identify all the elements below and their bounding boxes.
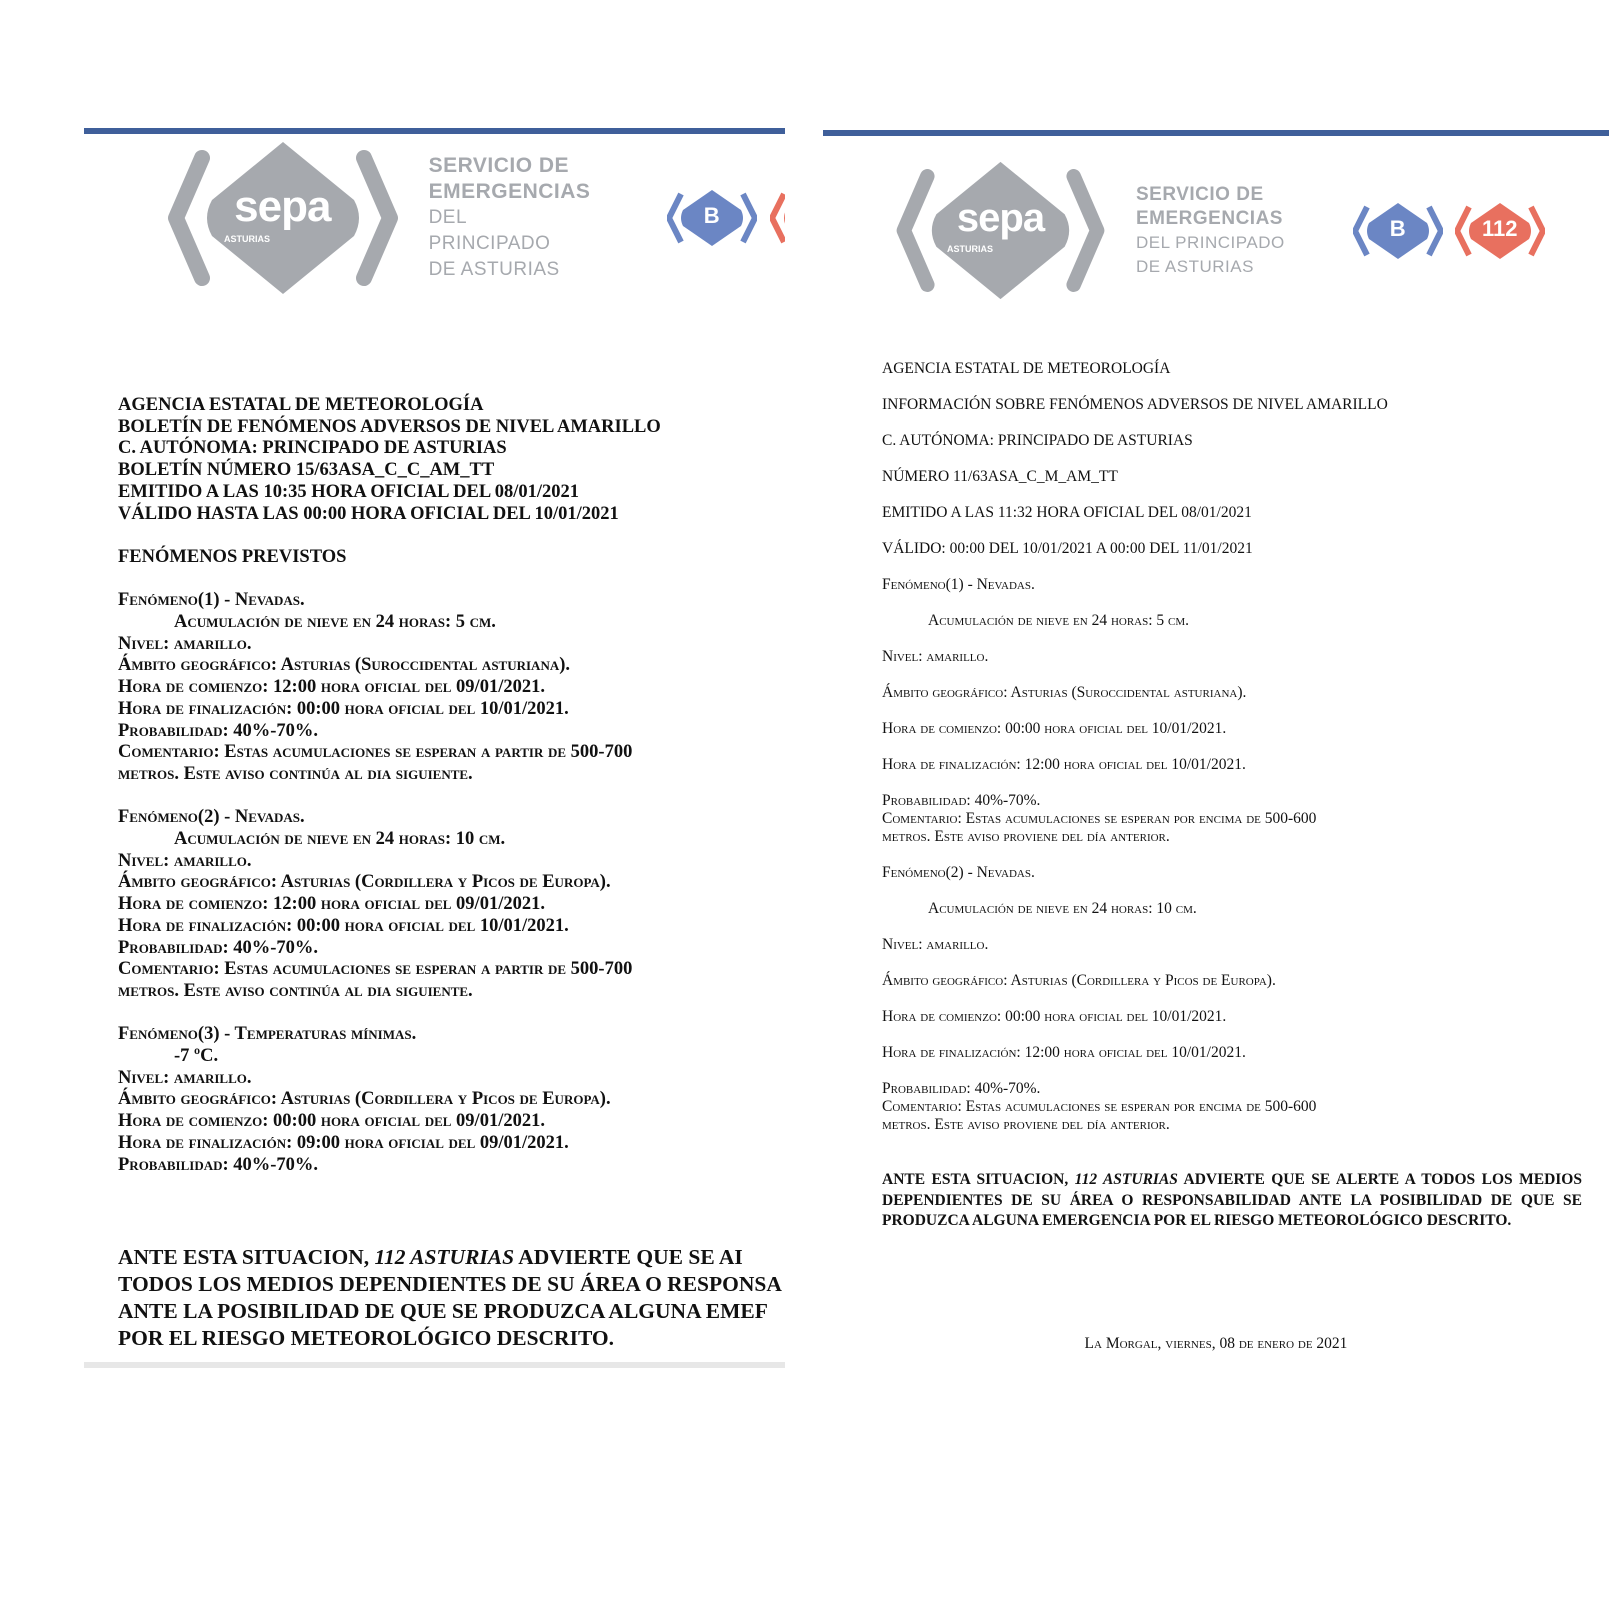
bulletin-page-right — [823, 130, 1609, 1380]
phenomenon-title: Fenómeno(1) - Nevadas. — [118, 590, 305, 611]
forecast-heading: FENÓMENOS PREVISTOS — [118, 546, 347, 567]
phenomenon-area: Ámbito geográfico: Asturias (Suroccidental asturiana). — [118, 655, 571, 676]
phenomenon-1 — [118, 590, 778, 785]
page-header — [893, 158, 1545, 303]
phenomenon-area: Ámbito geográfico: Asturias (Cordillera y Picos de Europa). — [118, 1089, 611, 1110]
phenomenon-comment-cont: metros. Este aviso proviene del día anterior. — [882, 828, 1170, 845]
issued-time: EMITIDO A LAS 11:32 HORA OFICIAL DEL 08/01/2021 — [882, 504, 1252, 521]
phenomenon-area: Ámbito geográfico: Asturias (Cordillera y Picos de Europa). — [882, 972, 1276, 989]
phenomenon-end: Hora de finalización: 12:00 hora oficial del 10/01/2021. — [882, 756, 1246, 773]
phenomenon-area: Ámbito geográfico: Asturias (Cordillera y Picos de Europa). — [118, 872, 611, 893]
phenomenon-detail: Acumulación de nieve en 24 horas: 10 cm. — [174, 829, 506, 850]
phenomenon-comment: Comentario: Estas acumulaciones se esperan a partir de 500-700 — [118, 959, 633, 980]
phenomenon-probability: Probabilidad: 40%-70%. — [118, 1154, 319, 1175]
info-number: NÚMERO 11/63ASA_C_M_AM_TT — [882, 468, 1118, 485]
phenomenon-start: Hora de comienzo: 12:00 hora oficial del 09/01/2021. — [118, 894, 545, 915]
phenomenon-3 — [118, 1024, 778, 1176]
service-name: SERVICIO DE EMERGENCIAS DEL PRINCIPADO DE ASTURIAS — [1136, 183, 1285, 276]
phenomenon-2 — [882, 864, 1582, 1134]
phenomenon-comment-cont: metros. Este aviso continúa al dia siguiente. — [118, 763, 473, 784]
phenomenon-title: Fenómeno(2) - Nevadas. — [882, 864, 1035, 881]
phenomenon-2 — [118, 807, 778, 1002]
info-body — [882, 360, 1582, 1134]
phenomenon-title: Fenómeno(1) - Nevadas. — [882, 576, 1035, 593]
bulletin-number: BOLETÍN NÚMERO 15/63ASA_C_C_AM_TT — [118, 460, 495, 481]
bomberos-logo: B — [1353, 201, 1443, 261]
phenomenon-detail: Acumulación de nieve en 24 horas: 10 cm. — [928, 900, 1197, 917]
phenomenon-end: Hora de finalización: 12:00 hora oficial del 10/01/2021. — [882, 1044, 1246, 1061]
header-bar — [84, 128, 785, 134]
emergency-112-logo: 112 — [1455, 201, 1545, 261]
region: C. AUTÓNOMA: PRINCIPADO DE ASTURIAS — [882, 432, 1193, 449]
phenomenon-detail: Acumulación de nieve en 24 horas: 5 cm. — [174, 612, 496, 632]
bulletin-body — [118, 395, 778, 1176]
phenomenon-level: Nivel: amarillo. — [882, 648, 989, 665]
bulletin-title: BOLETÍN DE FENÓMENOS ADVERSOS DE NIVEL AMARILLO — [118, 416, 661, 437]
place-date: La Morgal, viernes, 08 de enero de 2021 — [1084, 1335, 1348, 1352]
phenomenon-comment: Comentario: Estas acumulaciones se esperan por encima de 500-600 — [882, 1098, 1317, 1115]
page-header — [164, 138, 785, 298]
phenomenon-level: Nivel: amarillo. — [882, 936, 989, 953]
phenomenon-area: Ámbito geográfico: Asturias (Suroccidental asturiana). — [882, 684, 1247, 701]
alert-notice: ANTE ESTA SITUACION, 112 ASTURIAS ADVIERTE QUE SE ALERTE A TODOS LOS MEDIOS DEPENDIENTES DE SU ÁREA O RESPONSABILIDAD ANTE LA POSIBILIDAD DE QUE SE PRODUZCA ALGUNA EMERGENCIA POR EL RIESGO METEOROLÓGICO DESCRITO. — [882, 1171, 1582, 1229]
phenomenon-detail: -7 ºC. — [174, 1046, 219, 1067]
agency-name: AGENCIA ESTATAL DE METEOROLOGÍA — [118, 395, 484, 415]
region: C. AUTÓNOMA: PRINCIPADO DE ASTURIAS — [118, 438, 507, 459]
sepa-logo: sepa ASTURIAS — [164, 138, 401, 298]
phenomenon-title: Fenómeno(2) - Nevadas. — [118, 807, 305, 828]
sepa-logo: sepa ASTURIAS — [893, 158, 1108, 303]
phenomenon-end: Hora de finalización: 00:00 hora oficial del 10/01/2021. — [118, 915, 569, 936]
phenomenon-comment: Comentario: Estas acumulaciones se esperan por encima de 500-600 — [882, 810, 1317, 827]
phenomenon-level: Nivel: amarillo. — [118, 1067, 252, 1088]
phenomenon-level: Nivel: amarillo. — [118, 850, 252, 871]
phenomenon-comment-cont: metros. Este aviso continúa al dia siguiente. — [118, 980, 473, 1001]
phenomenon-title: Fenómeno(3) - Temperaturas mínimas. — [118, 1024, 417, 1045]
phenomenon-start: Hora de comienzo: 00:00 hora oficial del 09/01/2021. — [118, 1111, 545, 1132]
phenomenon-start: Hora de comienzo: 00:00 hora oficial del 10/01/2021. — [882, 1008, 1227, 1025]
phenomenon-detail: Acumulación de nieve en 24 horas: 5 cm. — [928, 612, 1190, 629]
phenomenon-level: Nivel: amarillo. — [118, 633, 252, 654]
bomberos-logo: B — [667, 188, 756, 248]
valid-range: VÁLIDO: 00:00 DEL 10/01/2021 A 00:00 DEL 11/01/2021 — [882, 540, 1253, 557]
phenomenon-start: Hora de comienzo: 12:00 hora oficial del 09/01/2021. — [118, 677, 545, 698]
phenomenon-comment-cont: metros. Este aviso proviene del día anterior. — [882, 1116, 1170, 1133]
valid-until: VÁLIDO HASTA LAS 00:00 HORA OFICIAL DEL 10/01/2021 — [118, 503, 619, 524]
header-bar — [823, 130, 1609, 136]
phenomenon-probability: Probabilidad: 40%-70%. — [118, 720, 319, 741]
alert-notice: ANTE ESTA SITUACION, 112 ASTURIAS ADVIERTE QUE SE AI TODOS LOS MEDIOS DEPENDIENTES DE SU ÁREA O RESPONSA ANTE LA POSIBILIDAD DE QUE SE PRODUZCA ALGUNA EMEF POR EL RIESGO METEOROLÓGICO DESCRITO. — [118, 1245, 782, 1350]
phenomenon-end: Hora de finalización: 09:00 hora oficial del 09/01/2021. — [118, 1132, 569, 1153]
phenomenon-probability: Probabilidad: 40%-70%. — [118, 937, 319, 958]
phenomenon-1 — [882, 576, 1582, 864]
agency-name: AGENCIA ESTATAL DE METEOROLOGÍA — [882, 360, 1171, 377]
emergency-112-logo — [770, 188, 785, 248]
phenomenon-probability: Probabilidad: 40%-70%. — [882, 792, 1041, 809]
bulletin-page-left — [84, 128, 785, 1368]
phenomenon-start: Hora de comienzo: 00:00 hora oficial del 10/01/2021. — [882, 720, 1227, 737]
footer-bar — [84, 1362, 785, 1368]
service-name: SERVICIO DE EMERGENCIAS DEL PRINCIPADO DE ASTURIAS — [428, 154, 591, 280]
info-title: INFORMACIÓN SOBRE FENÓMENOS ADVERSOS DE NIVEL AMARILLO — [882, 396, 1388, 413]
issued-time: EMITIDO A LAS 10:35 HORA OFICIAL DEL 08/01/2021 — [118, 481, 580, 502]
phenomenon-end: Hora de finalización: 00:00 hora oficial del 10/01/2021. — [118, 698, 569, 719]
phenomenon-comment: Comentario: Estas acumulaciones se esperan a partir de 500-700 — [118, 742, 633, 763]
phenomenon-probability: Probabilidad: 40%-70%. — [882, 1080, 1041, 1097]
